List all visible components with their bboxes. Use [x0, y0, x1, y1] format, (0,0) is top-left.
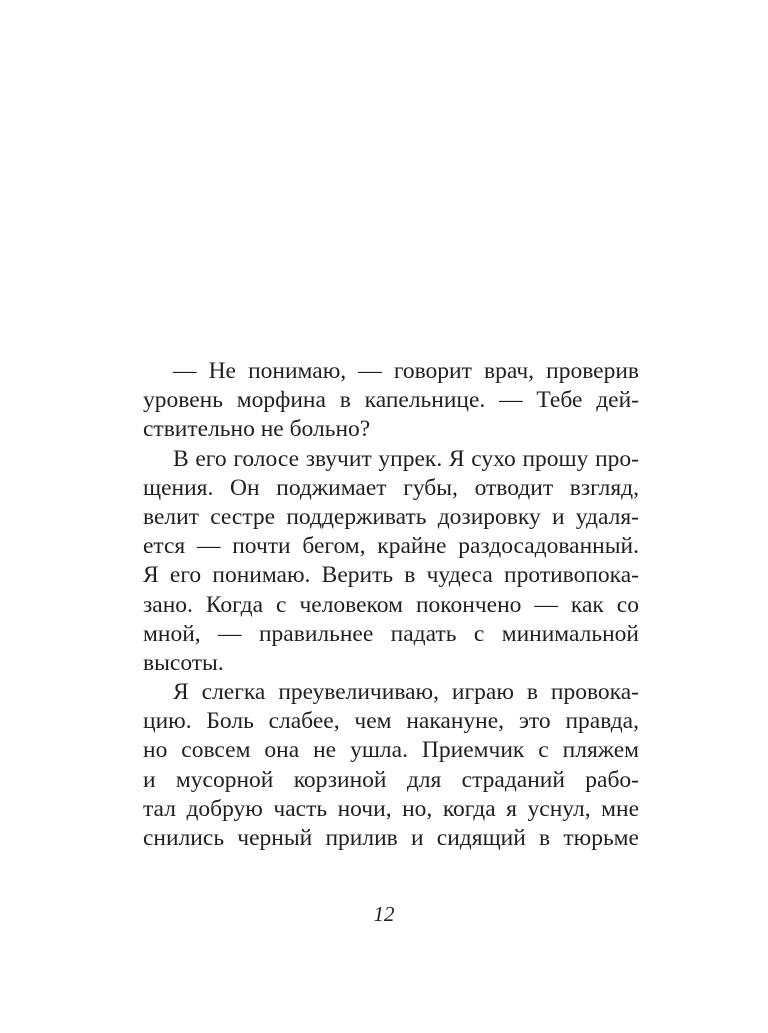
text-line: велит сестре поддерживать дозировку и удаля-: [143, 503, 639, 530]
text-line: Я его понимаю. Верить в чудеса противопока-: [143, 562, 639, 589]
page-number: 12: [373, 902, 395, 926]
text-line: щения. Он поджимает губы, отводит взгляд,: [143, 474, 639, 501]
text-line: тал добрую часть ночи, но, когда я уснул, мне: [143, 795, 639, 822]
text-line: мной, — правильнее падать с минимальной: [143, 620, 639, 647]
body-text: [143, 357, 639, 853]
text-line: но совсем она не ушла. Приемчик с пляжем: [143, 737, 639, 764]
text-line: Я слегка преувеличиваю, играю в провока-: [173, 679, 639, 706]
text-line: цию. Боль слабее, чем накануне, это правда,: [143, 708, 639, 735]
text-line: зано. Когда с человеком покончено — как со: [143, 591, 639, 618]
text-line: и мусорной корзиной для страданий рабо-: [143, 766, 639, 793]
text-line: — Не понимаю, — говорит врач, проверив: [173, 358, 639, 384]
text-line: уровень морфина в капельнице. — Тебе дей-: [143, 387, 639, 414]
text-line: ствительно не больно?: [143, 416, 371, 443]
text-line: ется — почти бегом, крайне раздосадованный.: [143, 533, 639, 560]
text-line: высоты.: [143, 649, 224, 676]
text-line: снились черный прилив и сидящий в тюрьме: [143, 825, 639, 851]
text-line: В его голосе звучит упрек. Я сухо прошу про-: [173, 445, 639, 472]
